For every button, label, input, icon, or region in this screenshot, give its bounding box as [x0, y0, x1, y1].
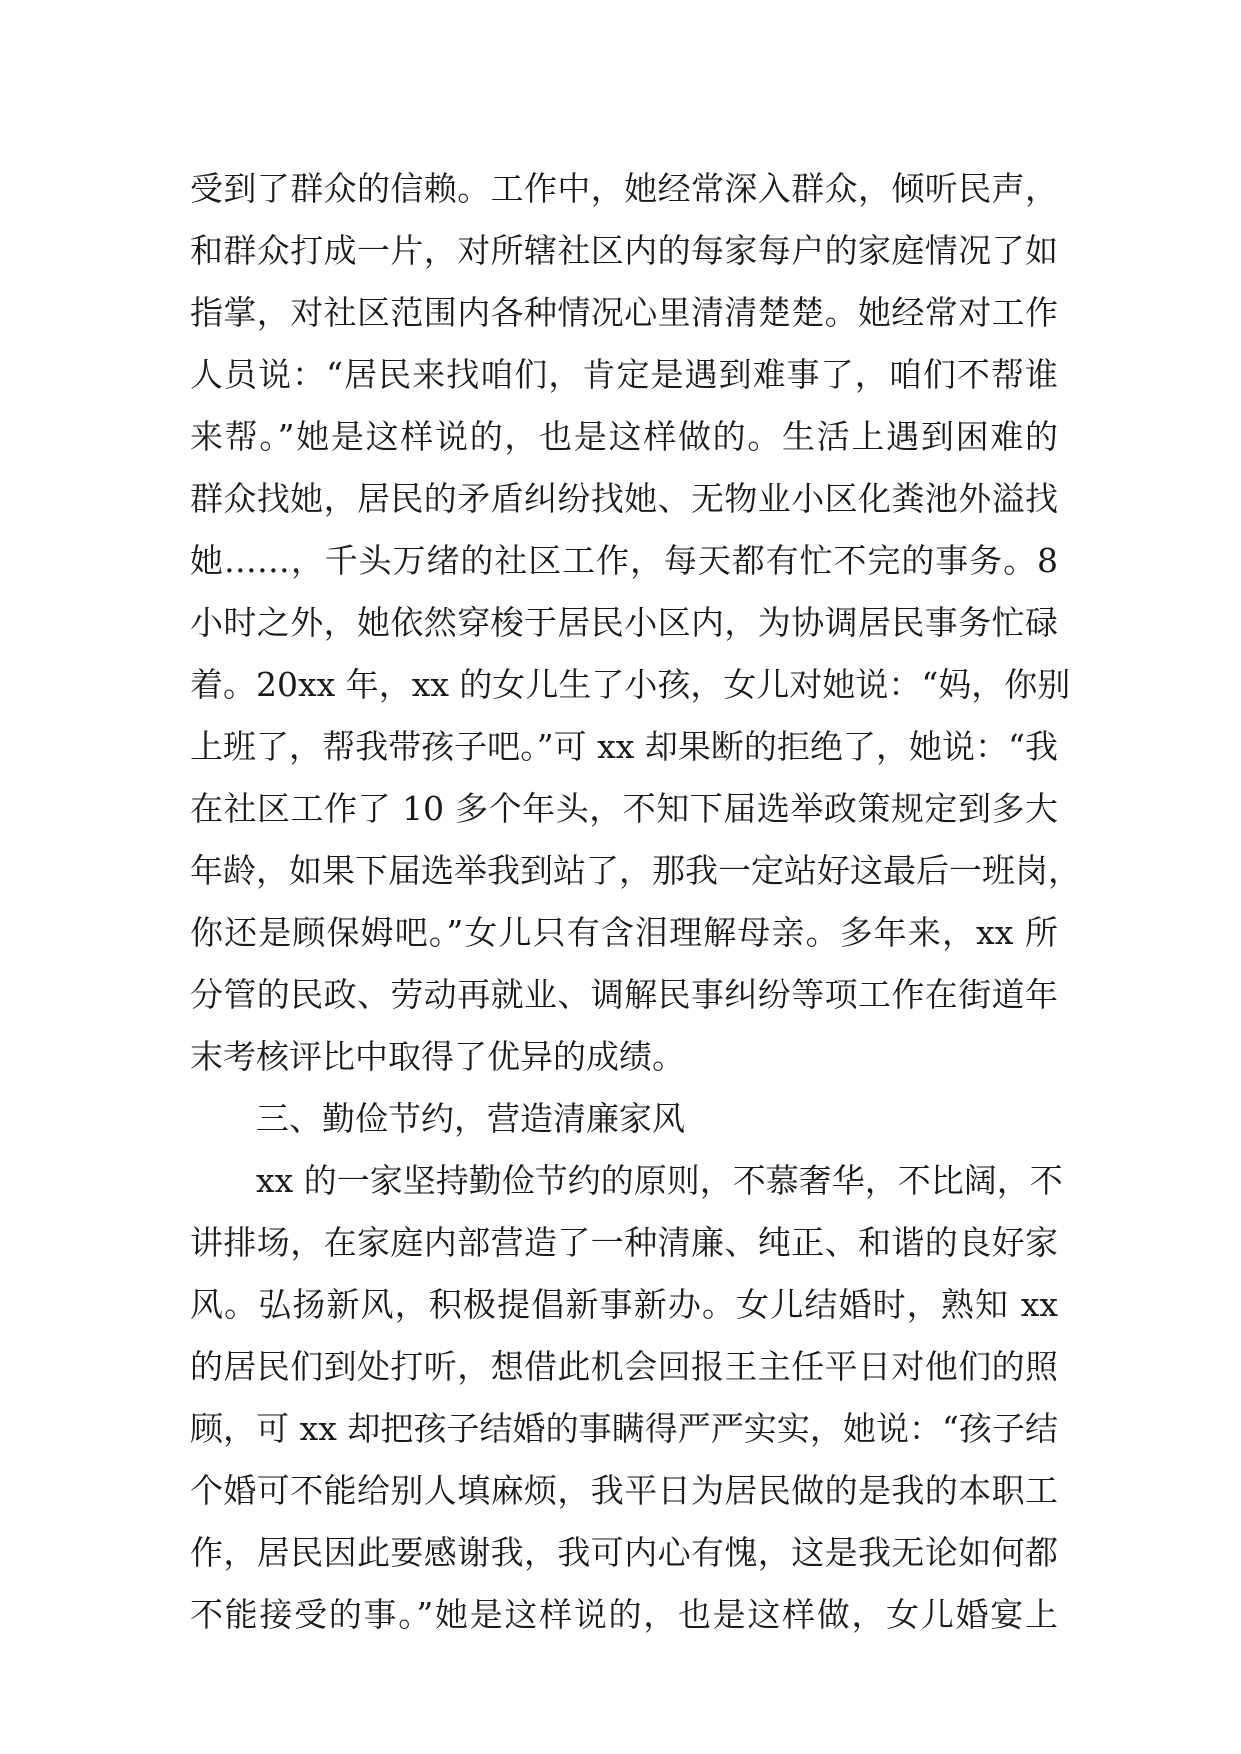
- paragraph-line: 分管的民政、劳动再就业、调解民事纠纷等项工作在街道年: [190, 975, 1058, 1014]
- paragraph-line: 作，居民因此要感谢我，我可内心有愧，这是我无论如何都: [190, 1533, 1058, 1572]
- paragraph-line: 末考核评比中取得了优异的成绩。: [190, 1037, 685, 1076]
- paragraph-line: 上班了，帮我带孩子吧。”可 xx 却果断的拒绝了，她说：“我: [190, 727, 1058, 766]
- paragraph-line: 个婚可不能给别人填麻烦，我平日为居民做的是我的本职工: [190, 1471, 1058, 1510]
- body-text: [190, 158, 1081, 1646]
- paragraph-line: 着。20xx 年，xx 的女儿生了小孩，女儿对她说：“妈，你别: [190, 665, 1071, 704]
- paragraph-line: 人员说：“居民来找咱们，肯定是遇到难事了，咱们不帮谁: [190, 355, 1058, 394]
- paragraph-line: xx 的一家坚持勤俭节约的原则，不慕奢华，不比阔，不: [256, 1161, 1063, 1200]
- paragraph-line: 风。弘扬新风，积极提倡新事新办。女儿结婚时，熟知 xx: [190, 1285, 1058, 1324]
- paragraph-line: 小时之外，她依然穿梭于居民小区内，为协调居民事务忙碌: [190, 603, 1058, 642]
- paragraph-line: 年龄，如果下届选举我到站了，那我一定站好这最后一班岗，: [190, 851, 1081, 890]
- paragraph-line: 不能接受的事。”她是这样说的，也是这样做，女儿婚宴上: [190, 1595, 1058, 1634]
- paragraph-line: 在社区工作了 10 多个年头，不知下届选举政策规定到多大: [190, 789, 1058, 828]
- paragraph-line: 你还是顾保姆吧。”女儿只有含泪理解母亲。多年来，xx 所: [190, 913, 1058, 952]
- paragraph-line: 的居民们到处打听，想借此机会回报王主任平日对他们的照: [190, 1347, 1058, 1386]
- paragraph-line: 顾，可 xx 却把孩子结婚的事瞒得严严实实，她说：“孩子结: [190, 1409, 1058, 1448]
- section-heading: 三、勤俭节约，营造清廉家风: [256, 1099, 685, 1138]
- paragraph-line: 指掌，对社区范围内各种情况心里清清楚楚。她经常对工作: [190, 293, 1058, 332]
- paragraph-line: 和群众打成一片，对所辖社区内的每家每户的家庭情况了如: [190, 231, 1058, 270]
- paragraph-line: 她……，千头万绪的社区工作，每天都有忙不完的事务。8: [190, 541, 1058, 580]
- paragraph-line: 讲排场，在家庭内部营造了一种清廉、纯正、和谐的良好家: [190, 1223, 1058, 1262]
- paragraph-line: 受到了群众的信赖。工作中，她经常深入群众，倾听民声，: [190, 169, 1058, 208]
- paragraph-line: 群众找她，居民的矛盾纠纷找她、无物业小区化粪池外溢找: [190, 479, 1058, 518]
- paragraph-line: 来帮。”她是这样说的，也是这样做的。生活上遇到困难的: [190, 417, 1058, 456]
